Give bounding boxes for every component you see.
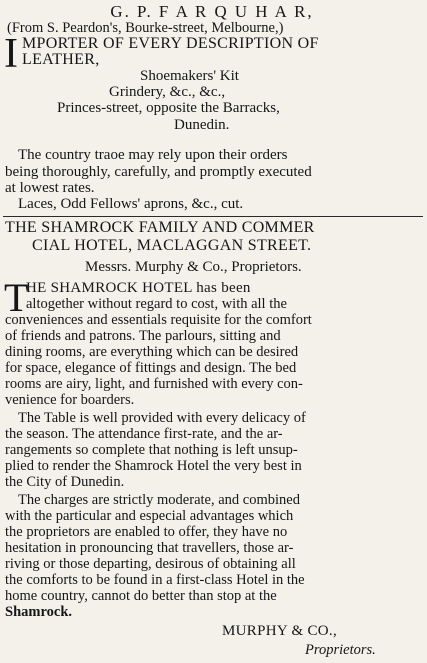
ad1-body-line: at lowest rates. (5, 180, 95, 196)
ad2-para1-line: conveniences and essentials requisite for the comfort (5, 312, 312, 328)
ad1-body-line: The country traoe may rely upon their orders (18, 147, 288, 163)
ad2-para3-line: the proprietors are enabled to offer, they have no (5, 524, 288, 540)
ad1-headline-1: MPORTER OF EVERY DESCRIPTION OF (22, 35, 319, 52)
ad1-kit: Shoemakers' Kit (140, 68, 239, 84)
ad2-title-1: THE SHAMROCK FAMILY AND COMMER (5, 219, 315, 236)
ad2-para1-line: rooms are airy, light, and furnished with every con- (5, 376, 303, 392)
ad2-dropcap: T (4, 275, 29, 320)
ad2-signature-title: Proprietors. (305, 642, 376, 658)
ad2-para3-line: Shamrock. (5, 604, 73, 620)
ad1-name: G. P. F A R Q U H A R, (110, 2, 314, 21)
divider-rule (3, 216, 423, 217)
ad1-grindery: Grindery, &c., &c., (109, 84, 226, 100)
ad2-para1-line: of friends and patrons. The parlours, sitting and (5, 328, 281, 344)
ad2-para2-line: the season. The attendance first-rate, and the ar- (5, 426, 283, 442)
ad2-para3-line: hesitation in pronouncing that travellers, those ar- (5, 540, 294, 556)
ad1-city: Dunedin. (174, 117, 230, 133)
ad1-laces: Laces, Odd Fellows' aprons, &c., cut. (18, 196, 244, 212)
ad2-para3-line: home country, cannot do better than stop at the (5, 588, 277, 604)
ad1-body-line: being thoroughly, carefully, and promptly executed (5, 164, 312, 180)
ad1-dropcap: I (4, 31, 18, 77)
ad2-para3-line: with the particular and especial advantages which (5, 508, 294, 524)
ad2-title-2: CIAL HOTEL, MACLAGGAN STREET. (32, 237, 312, 254)
ad1-from: (From S. Peardon's, Bourke-street, Melbourne,) (7, 20, 284, 36)
ad2-para1-line: altogether without regard to cost, with all the (26, 296, 287, 312)
ad2-para2-line: the City of Dunedin. (5, 474, 125, 490)
ad2-proprietors: Messrs. Murphy & Co., Proprietors. (85, 259, 302, 275)
ad2-signature: MURPHY & CO., (222, 623, 338, 639)
ad2-para3-line: The charges are strictly moderate, and combined (18, 492, 300, 508)
ad2-para2-line: rangements so complete that nothing is left unsup- (5, 442, 298, 458)
ad1-headline-2: LEATHER, (22, 51, 100, 68)
ad2-para3-line: riving or those departing, desirous of obtaining all (5, 556, 296, 572)
ad1-address: Princes-street, opposite the Barracks, (57, 100, 280, 116)
ad2-para1-line: venience for boarders. (5, 392, 135, 408)
ad2-para2-line: plied to render the Shamrock Hotel the very best in (5, 458, 302, 474)
ad2-para2-line: The Table is well provided with every delicacy of (18, 410, 306, 426)
ad2-para1-line: for space, elegance of fittings and design. The bed (5, 360, 297, 376)
ad2-para3-line: the comforts to be found in a first-class Hotel in the (5, 572, 305, 588)
ad2-para1-line: dining rooms, are everything which can be desired (5, 344, 299, 360)
ad2-para1-line: HE SHAMROCK HOTEL has been (26, 280, 251, 296)
